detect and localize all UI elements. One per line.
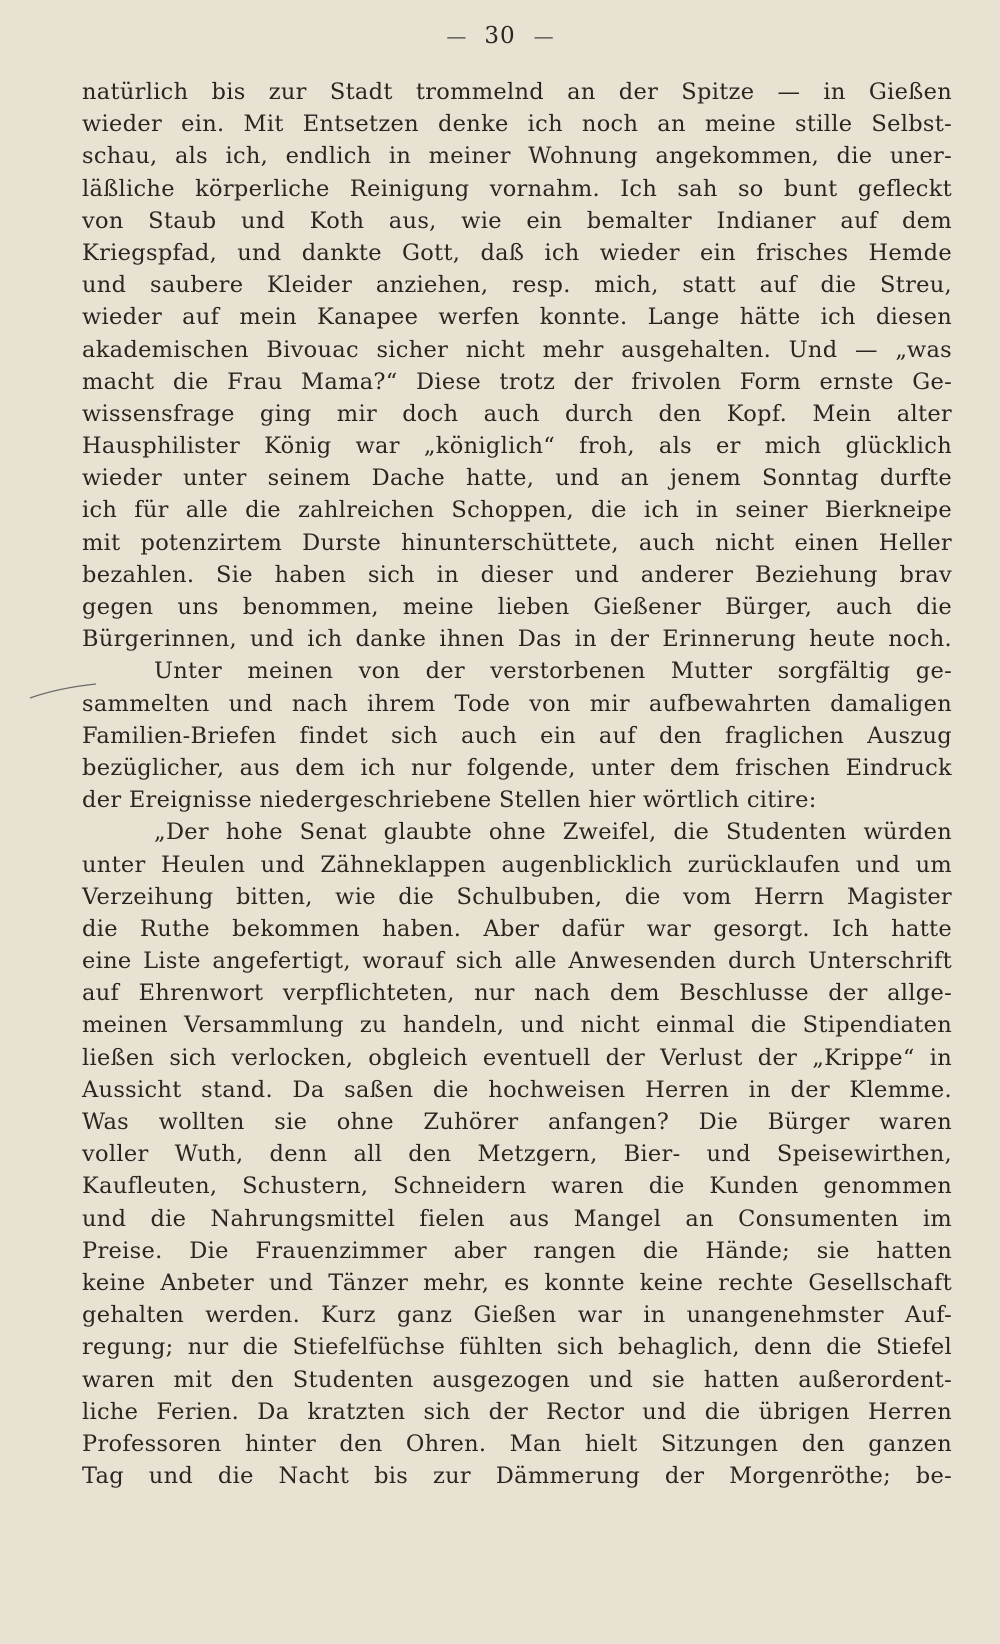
header-dash-right: — [533,24,554,48]
text-line: ich für alle die zahlreichen Schoppen, die ich in seiner Bierkneipe [82,497,952,524]
text-line: keine Anbeter und Tänzer mehr, es konnte keine rechte Gesellschaft [82,1269,952,1296]
text-line: voller Wuth, denn all den Metzgern, Bier- und Speisewirthen, [82,1141,952,1168]
text-line: akademischen Bivouac sicher nicht mehr ausgehalten. Und — „was [82,336,952,363]
text-line: Unter meinen von der verstorbenen Mutter sorgfältig ge- [154,658,952,685]
text-line: Preise. Die Frauenzimmer aber rangen die Hände; sie hatten [82,1237,952,1264]
text-line: die Ruthe bekommen haben. Aber dafür war gesorgt. Ich hatte [82,915,952,942]
text-line: meinen Versammlung zu handeln, und nicht einmal die Stipendiaten [82,1012,952,1039]
text-line: Aussicht stand. Da saßen die hochweisen Herren in der Klemme. [82,1076,952,1103]
page-number: 30 [484,23,516,49]
header-dash-left: — [446,24,467,48]
paragraph [82,76,952,655]
text-line: Was wollten sie ohne Zuhörer anfangen? Die Bürger waren [82,1109,952,1135]
text-line: liche Ferien. Da kratzten sich der Rector und die übrigen Herren [82,1398,952,1425]
text-line: Familien-Briefen findet sich auch ein auf den fraglichen Auszug [82,722,952,749]
text-line: macht die Frau Mama?“ Diese trotz der frivolen Form ernste Ge- [82,368,952,395]
text-line: von Staub und Koth aus, wie ein bemalter Indianer auf dem [82,207,952,234]
text-line: natürlich bis zur Stadt trommelnd an der Spitze — in Gießen [82,79,952,105]
text-line: auf Ehrenwort verpflichteten, nur nach dem Beschlusse der allge- [82,980,952,1007]
text-line: gegen uns benommen, meine lieben Gießener Bürger, auch die [82,594,952,620]
body-text [82,76,952,1492]
text-line: Bürgerinnen, und ich danke ihnen Das in der Erinnerung heute noch. [82,626,952,653]
text-line: Professoren hinter den Ohren. Man hielt Sitzungen den ganzen [82,1430,952,1457]
text-line: bezüglicher, aus dem ich nur folgende, unter dem frischen Eindruck [82,754,952,781]
pencil-margin-mark [28,682,98,702]
text-line: und die Nahrungsmittel fielen aus Mangel an Consumenten im [82,1205,952,1232]
text-line: eine Liste angefertigt, worauf sich alle Anwesenden durch Unterschrift [82,948,952,975]
text-line: Tag und die Nacht bis zur Dämmerung der Morgenröthe; be- [82,1463,952,1490]
text-line: „Der hohe Senat glaubte ohne Zweifel, die Studenten würden [154,819,952,846]
text-line: Kriegspfad, und dankte Gott, daß ich wieder ein frisches Hemde [82,239,952,266]
page-header [48,14,952,58]
text-line: läßliche körperliche Reinigung vornahm. Ich sah so bunt gefleckt [82,175,952,202]
text-line: ließen sich verlocken, obgleich eventuell der Verlust der „Krippe“ in [82,1044,952,1071]
text-line: wieder unter seinem Dache hatte, und an jenem Sonntag durfte [82,465,952,492]
text-line: und saubere Kleider anziehen, resp. mich, statt auf die Streu, [82,272,952,299]
paragraph [82,655,952,816]
text-line: Hausphilister König war „königlich“ froh, als er mich glücklich [82,433,952,460]
text-line: wissensfrage ging mir doch auch durch den Kopf. Mein alter [82,400,952,427]
quoted-letter [82,816,952,1492]
text-line: gehalten werden. Kurz ganz Gießen war in unangenehmster Auf- [82,1302,952,1329]
text-line: wieder auf mein Kanapee werfen konnte. Lange hätte ich diesen [82,304,952,331]
text-line: sammelten und nach ihrem Tode von mir aufbewahrten damaligen [82,690,952,717]
text-line: regung; nur die Stiefelfüchse fühlten sich behaglich, denn die Stiefel [82,1334,952,1361]
text-line: mit potenzirtem Durste hinunterschüttete, auch nicht einen Heller [82,529,952,556]
text-line: der Ereignisse niedergeschriebene Stellen hier wörtlich citire: [82,787,817,814]
text-line: unter Heulen und Zähneklappen augenblicklich zurücklaufen und um [82,851,952,878]
text-line: Kaufleuten, Schustern, Schneidern waren die Kunden genommen [82,1173,952,1200]
text-line: Verzeihung bitten, wie die Schulbuben, die vom Herrn Magister [82,883,952,910]
text-line: bezahlen. Sie haben sich in dieser und anderer Beziehung brav [82,561,952,588]
text-line: waren mit den Studenten ausgezogen und sie hatten außerordent- [82,1366,952,1393]
text-line: wieder ein. Mit Entsetzen denke ich noch an meine stille Selbst- [82,111,952,138]
text-line: schau, als ich, endlich in meiner Wohnung angekommen, die uner- [82,143,952,170]
